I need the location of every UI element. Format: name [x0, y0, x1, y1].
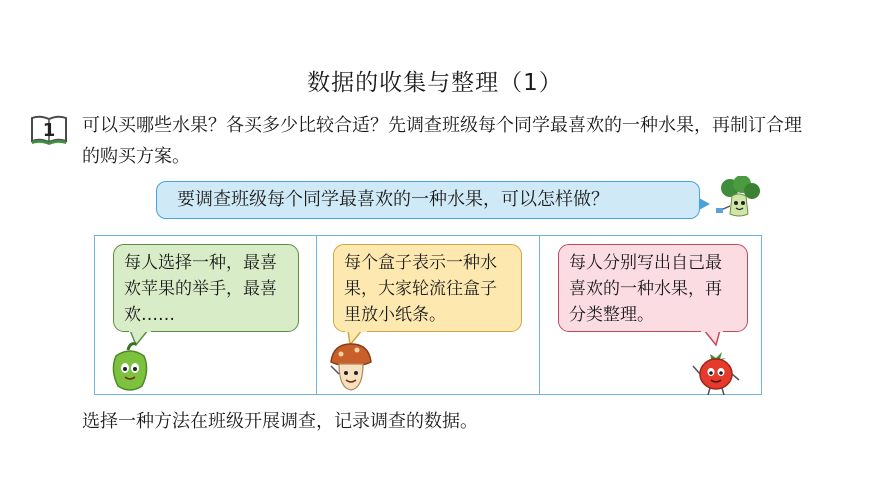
- panel-divider: [539, 236, 540, 394]
- broccoli-character-icon: [712, 176, 764, 222]
- problem-text: 可以买哪些水果？各买多少比较合适？先调查班级每个同学最喜欢的一种水果，再制订合理的购买方案。: [82, 115, 802, 167]
- book-number-icon: [30, 115, 68, 145]
- method-text: 每人选择一种，最喜欢苹果的举手，最喜欢……: [124, 253, 277, 325]
- method-bubble-1: [113, 244, 299, 332]
- method-text: 每个盒子表示一种水果，大家轮流往盒子里放小纸条。: [344, 253, 497, 325]
- prompt-text: 要调查班级每个同学最喜欢的一种水果，可以怎样做？: [177, 189, 609, 210]
- prompt-bubble: [156, 181, 700, 219]
- tomato-character-icon: [690, 346, 742, 396]
- pepper-character-icon: [106, 342, 154, 394]
- problem-number: 1: [42, 120, 56, 141]
- method-bubble-2: [333, 244, 522, 332]
- bubble-tail: [699, 198, 710, 210]
- bubble-tail: [700, 330, 724, 346]
- method-bubble-3: [558, 244, 748, 332]
- mushroom-character-icon: [327, 340, 375, 394]
- conclusion-text: 选择一种方法在班级开展调查，记录调查的数据。: [82, 411, 478, 432]
- page-title: 数据的收集与整理（1）: [307, 70, 563, 96]
- panel-divider: [316, 236, 317, 394]
- method-text: 每人分别写出自己最喜欢的一种水果，再分类整理。: [569, 253, 722, 325]
